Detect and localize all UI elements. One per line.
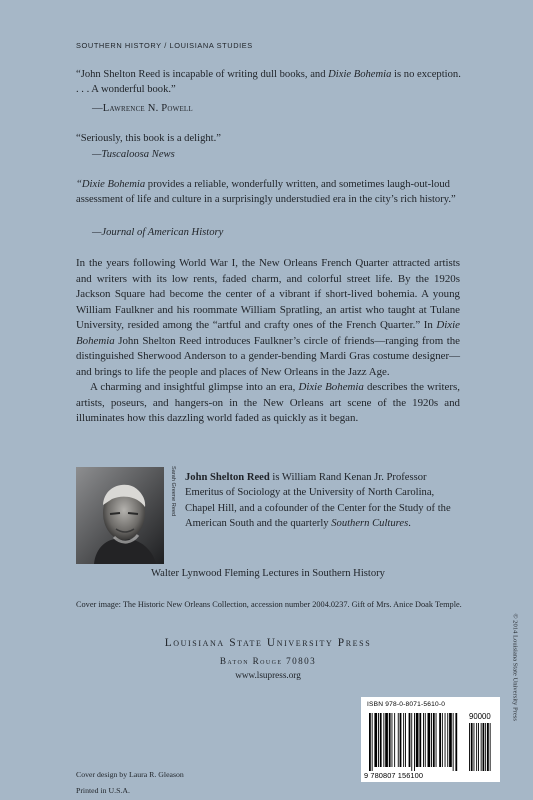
barcode-bar: [385, 713, 388, 767]
barcode-bar: [369, 713, 371, 771]
category-label: SOUTHERN HISTORY / LOUISIANA STUDIES: [76, 41, 253, 50]
blurb-quote-1: “John Shelton Reed is incapable of writing dull books, and Dixie Bohemia is no exception. . . . A wonderful book.”: [76, 69, 461, 96]
barcode-bar: [372, 713, 373, 771]
barcode-bar: [394, 713, 395, 767]
blurb-quote-2: “Seriously, this book is a delight.”: [76, 133, 221, 144]
barcode-bar: [453, 713, 454, 771]
barcode-bar: [433, 713, 435, 767]
cover-image-credit: Cover image: The Historic New Orleans Collection, accession number 2004.0237. Gift of Mrs. Anice Doak Temple.: [76, 600, 462, 609]
barcode-bar: [455, 713, 457, 771]
isbn-number: ISBN 978-0-8071-5610-0: [367, 701, 446, 708]
printed-in: Printed in U.S.A.: [76, 786, 130, 795]
barcode-addon-bar: [476, 723, 477, 771]
barcode-bar: [449, 713, 452, 767]
barcode-bar: [392, 713, 393, 767]
barcode-addon-bar: [469, 723, 470, 771]
barcode-bar: [416, 713, 419, 767]
barcode-bar: [425, 713, 426, 767]
barcode-bar: [419, 713, 421, 767]
lecture-series: Walter Lynwood Fleming Lectures in Southern History: [151, 568, 385, 579]
barcode-bars: [361, 697, 500, 782]
barcode-addon-bar: [474, 723, 475, 771]
barcode-bar: [409, 713, 411, 767]
book-description: [76, 256, 460, 427]
description-paragraph-1: In the years following World War I, the New Orleans French Quarter attracted artists and writers with its low rents, faded charm, and colorful street life. By the 1920s Jackson Square had become the center of a vibrant if short-lived bohemia. A young William Faulkner and his roommate William Spratling, an artist who taught at Tulane University, resided among the “artful and crafty ones of the French Quarter.” In Dixie Bohemia John Shelton Reed introduces Faulkner’s circle of friends—ranging from the distinguished Sherwood Anderson to a gender-bending Mardi Gras costume designer—and brings to life the people and places of New Orleans in the Jazz Age.: [76, 257, 460, 378]
photo-credit: Sarah Greene Reed: [170, 466, 176, 517]
publisher-url: www.lsupress.org: [235, 670, 301, 680]
cover-design-credit: Cover design by Laura R. Gleason: [76, 770, 184, 779]
price-code: 90000: [469, 712, 491, 721]
blurb-source-3: —Journal of American History: [92, 227, 224, 238]
author-portrait-image: [76, 467, 164, 564]
barcode-bar: [436, 713, 437, 767]
blurb-source-1: —Lawrence N. Powell: [92, 103, 193, 114]
barcode-addon-bar: [487, 723, 489, 771]
barcode-bar: [431, 713, 432, 767]
barcode-bar: [442, 713, 443, 767]
barcode-addon-bar: [471, 723, 473, 771]
barcode-bar: [380, 713, 382, 767]
isbn-barcode: [361, 697, 500, 782]
barcode-addon-bar: [490, 723, 491, 771]
publisher-city: Baton Rouge 70803: [219, 656, 317, 666]
barcode-bar: [447, 713, 448, 767]
barcode-bar: [389, 713, 391, 767]
barcode-addon-bar: [483, 723, 485, 771]
barcode-addon-bar: [481, 723, 482, 771]
description-paragraph-2: A charming and insightful glimpse into an era, Dixie Bohemia describes the writers, artists, poseurs, and hangers-on in the New Orleans art scene of the 1920s and illuminates how this dazzling world faded as quickly as it began.: [76, 381, 460, 424]
barcode-bar: [400, 713, 402, 767]
barcode-bar: [383, 713, 384, 767]
barcode-bar: [423, 713, 424, 767]
blurb-source-2: —Tuscaloosa News: [92, 149, 175, 160]
barcode-bar: [411, 713, 412, 771]
barcode-bar: [405, 713, 406, 767]
author-bio: John Shelton Reed is William Rand Kenan Jr. Professor Emeritus of Sociology at the University of North Carolina, Chapel Hill, and a cofounder of the Center for the Study of the American South and the quarterly Southern Cultures.: [185, 472, 451, 530]
publisher-name: Louisiana State University Press: [164, 637, 372, 649]
copyright-notice: © 2014 Louisiana State University Press: [511, 613, 519, 721]
barcode-bar: [403, 713, 404, 767]
barcode-bar: [398, 713, 399, 767]
barcode-bar: [428, 713, 431, 767]
barcode-bar: [378, 713, 379, 767]
barcode-addon-bar: [485, 723, 486, 771]
ean-digits: 9 780807 156100: [364, 771, 424, 780]
barcode-addon-bar: [478, 723, 479, 771]
barcode-bar: [414, 713, 415, 771]
blurb-quote-3: “Dixie Bohemia provides a reliable, wonderfully written, and sometimes laugh-out-loud assessment of life and culture in a surprisingly understudied era in the city’s rich history.”: [76, 179, 456, 206]
barcode-bar: [439, 713, 441, 767]
barcode-bar: [445, 713, 446, 767]
author-photo: [76, 467, 164, 564]
barcode-bar: [374, 713, 377, 767]
